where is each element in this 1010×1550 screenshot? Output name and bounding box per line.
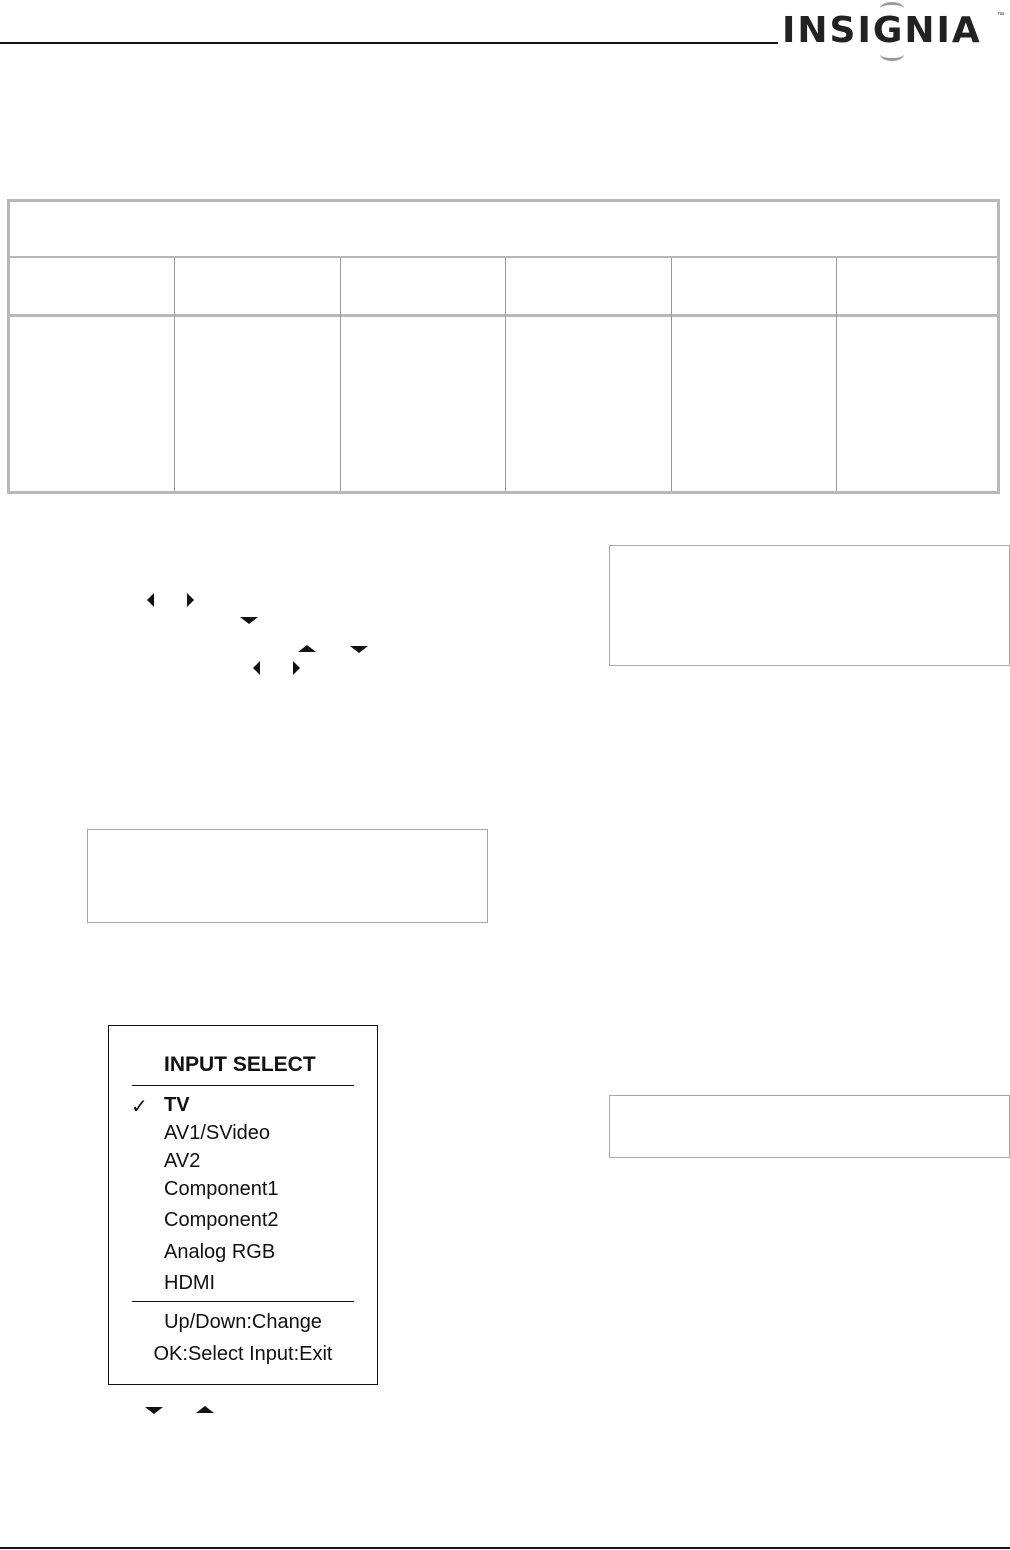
input-select-menu	[108, 1025, 378, 1385]
arrow-right-icon	[187, 593, 194, 607]
menu-help-select-exit: OK:Select Input:Exit	[153, 1343, 333, 1365]
table-column-divider	[340, 258, 341, 491]
arrow-down-icon	[240, 617, 258, 624]
menu-item-component2[interactable]: Component2	[164, 1209, 279, 1231]
arrow-up-icon	[298, 645, 316, 652]
arrow-up-icon	[196, 1406, 214, 1413]
logo-swoosh-bottom	[880, 48, 904, 61]
menu-divider	[132, 1085, 354, 1086]
menu-item-hdmi[interactable]: HDMI	[164, 1272, 216, 1294]
menu-item-av2[interactable]: AV2	[164, 1150, 201, 1172]
menu-divider	[132, 1301, 354, 1302]
arrow-left-icon	[147, 593, 154, 607]
logo-text: INSIGNIA	[782, 10, 982, 51]
note-box	[609, 545, 1010, 666]
checkmark-icon: ✓	[131, 1094, 148, 1118]
note-box	[87, 829, 488, 923]
arrow-right-icon	[293, 661, 300, 675]
footer-rule	[0, 1547, 1010, 1549]
menu-item-av1-svideo[interactable]: AV1/SVideo	[164, 1122, 271, 1144]
header-rule	[0, 42, 778, 44]
spec-table	[7, 199, 1000, 494]
menu-title: INPUT SELECT	[164, 1053, 316, 1076]
spec-table-header-row	[10, 258, 997, 317]
trademark-mark: ™	[997, 12, 1004, 19]
menu-item-analog-rgb[interactable]: Analog RGB	[164, 1241, 276, 1263]
spec-table-title-row	[10, 202, 997, 258]
table-column-divider	[505, 258, 506, 491]
table-column-divider	[174, 258, 175, 491]
table-column-divider	[836, 258, 837, 491]
menu-item-tv[interactable]: TV	[164, 1094, 190, 1116]
arrow-down-icon	[350, 646, 368, 653]
arrow-left-icon	[253, 661, 260, 675]
table-column-divider	[671, 258, 672, 491]
menu-item-component1[interactable]: Component1	[164, 1178, 279, 1200]
note-box	[609, 1095, 1010, 1158]
insignia-logo	[782, 8, 1004, 56]
arrow-down-icon	[145, 1407, 163, 1414]
menu-help-change: Up/Down:Change	[164, 1311, 322, 1333]
